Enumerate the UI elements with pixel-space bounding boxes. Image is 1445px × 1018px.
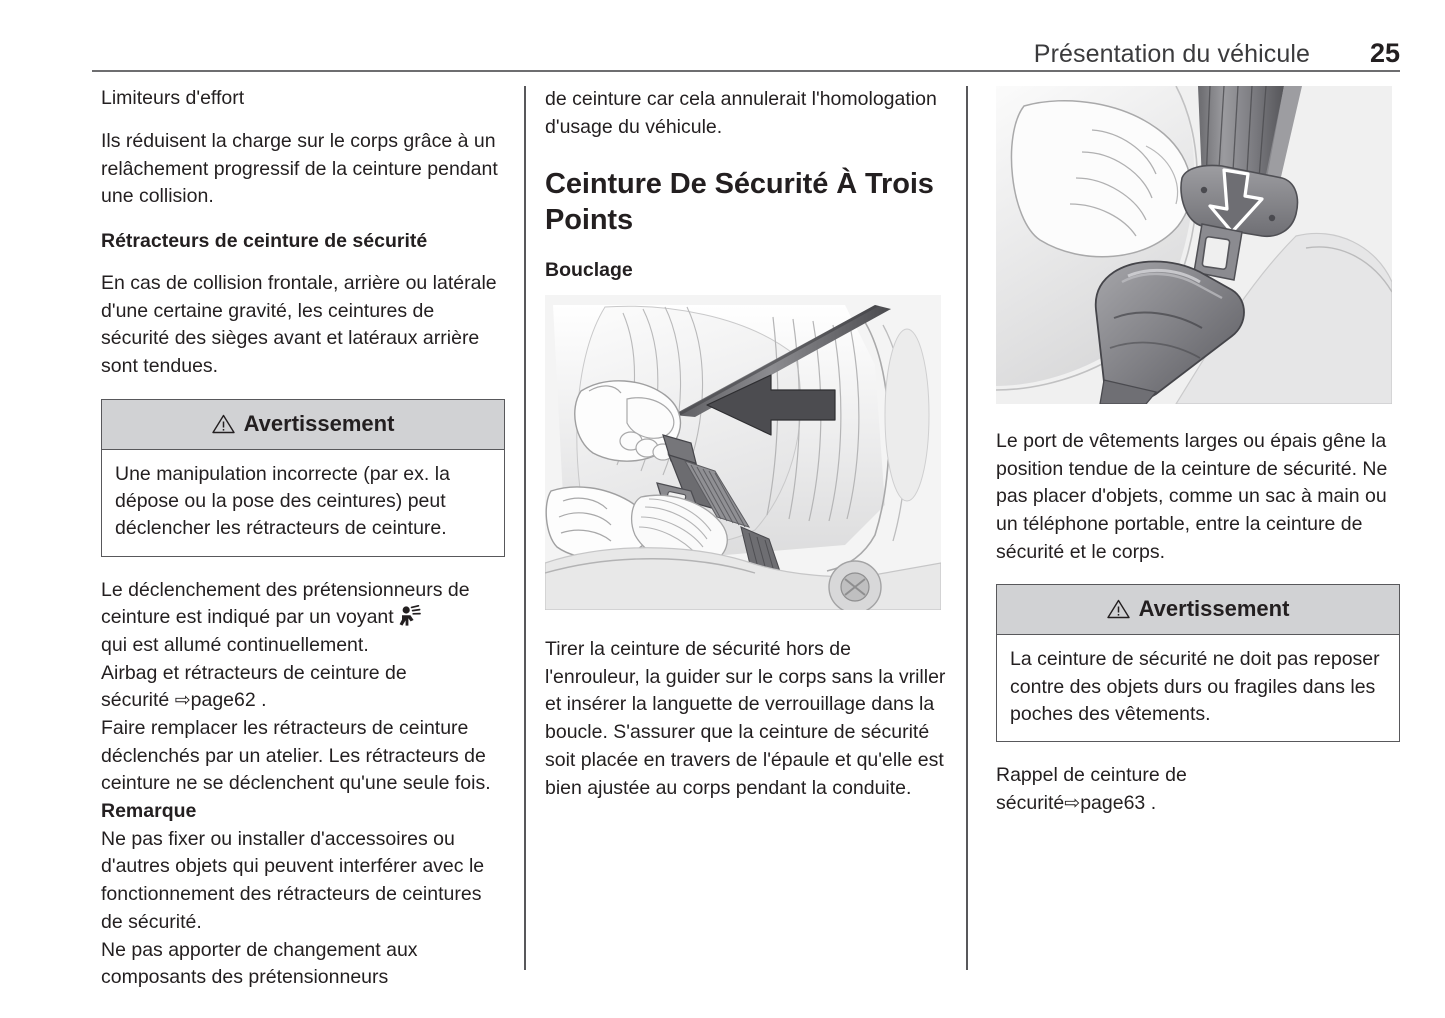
paragraph-continuation-homologation: de ceinture car cela annulerait l'homologation d'usage du véhicule.: [545, 88, 937, 138]
column-divider-left: [524, 86, 526, 970]
paragraph-remplacer-retracteurs: Faire remplacer les rétracteurs de ceinture déclenchés par un atelier. Les rétracteurs de ceinture ne se déclenchent qu'une seule fois.: [101, 717, 491, 795]
seatbelt-tongue-into-buckle-illustration: [996, 86, 1392, 404]
note-body-accessoires: Ne pas fixer ou installer d'accessoires ou d'autres objets qui peuvent interférer avec le fonctionnement des rétracteurs de ceintures de sécurité.: [101, 827, 485, 933]
warning-box-header-right: [997, 585, 1399, 635]
warning-box-title-right: Avertissement: [1138, 596, 1290, 622]
reference-airbag-retracteurs: [101, 660, 505, 715]
warning-box-header: [102, 400, 504, 450]
paragraph-vetements-larges: Le port de vêtements larges ou épais gêne la position tendue de la ceinture de sécurité. Ne pas placer d'objets, comme un sac à main ou un téléphone portable, entre la ceinture de sécurité et le corps.: [996, 430, 1388, 563]
paragraph-declenchement-part1: Le déclenchement des prétensionneurs de ceinture est indiqué par un voyant: [101, 578, 470, 629]
left-column: [101, 86, 505, 992]
heading-retracteurs-ceinture: Rétracteurs de ceinture de sécurité: [101, 230, 428, 253]
reference-arrow-icon-right: ⇨: [1064, 793, 1081, 815]
column-divider-right: [966, 86, 968, 970]
paragraph-retracteurs: En cas de collision frontale, arrière ou latérale d'une certaine gravité, les ceintures de sécurité des sièges avant et latéraux arrière sont tendues.: [101, 271, 497, 378]
right-column: [996, 86, 1400, 818]
heading-bouclage: Bouclage: [545, 259, 633, 282]
reference-rappel-line1: Rappel de ceinture de: [996, 764, 1187, 787]
reference-rappel-line2-prefix: sécurité: [996, 792, 1065, 815]
seatbelt-buckling-illustration: [545, 295, 941, 610]
reference-page-62[interactable]: page62 .: [190, 689, 267, 712]
reference-line2-prefix: sécurité: [101, 689, 175, 712]
note-label-remarque: Remarque: [101, 800, 197, 823]
seatbelt-pretensioner-telltale-icon: [396, 605, 422, 627]
warning-box-body-right: La ceinture de sécurité ne doit pas reposer contre des objets durs ou fragiles dans les poches des vêtements.: [1010, 648, 1380, 726]
paragraph-declenchement-part2: qui est allumé continuellement.: [101, 633, 369, 656]
note-body-changement: Ne pas apporter de changement aux composants des prétensionneurs: [101, 938, 418, 989]
header-divider-rule: [92, 70, 1400, 72]
reference-arrow-icon: ⇨: [174, 690, 191, 712]
heading-ceinture-trois-points: Ceinture De Sécurité À Trois Points: [545, 168, 934, 236]
warning-box-body: Une manipulation incorrecte (par ex. la dépose ou la pose des ceintures) peut déclencher les rétracteurs de ceinture.: [115, 462, 450, 540]
reference-rappel-ceinture: [996, 762, 1400, 817]
paragraph-declenchement: [101, 577, 505, 660]
warning-box-title: Avertissement: [243, 410, 395, 436]
warning-triangle-icon: [212, 414, 235, 434]
heading-limiteurs-effort: Limiteurs d'effort: [101, 87, 245, 109]
page-number: 25: [1369, 38, 1400, 68]
page-title: Présentation du véhicule: [1033, 40, 1310, 68]
middle-column: [545, 86, 949, 820]
paragraph-tirer-ceinture: Tirer la ceinture de sécurité hors de l'enrouleur, la guider sur le corps sans la vriller et insérer la languette de verrouillage dans la boucle. S'assurer que la ceinture de sécurité soit placée en travers de l'épaule et qu'elle est bien ajustée au corps pendant la conduite.: [545, 638, 946, 799]
reference-page-63[interactable]: page63 .: [1080, 792, 1157, 815]
warning-triangle-icon: [1107, 599, 1130, 619]
reference-line1: Airbag et rétracteurs de ceinture de: [101, 661, 407, 684]
warning-box-retracteurs: [101, 399, 505, 557]
page-header: [92, 38, 1400, 69]
paragraph-limiteurs-effort: Ils réduisent la charge sur le corps grâce à un relâchement progressif de la ceinture pendant une collision.: [101, 129, 498, 208]
warning-box-ceinture-objets: [996, 584, 1400, 742]
